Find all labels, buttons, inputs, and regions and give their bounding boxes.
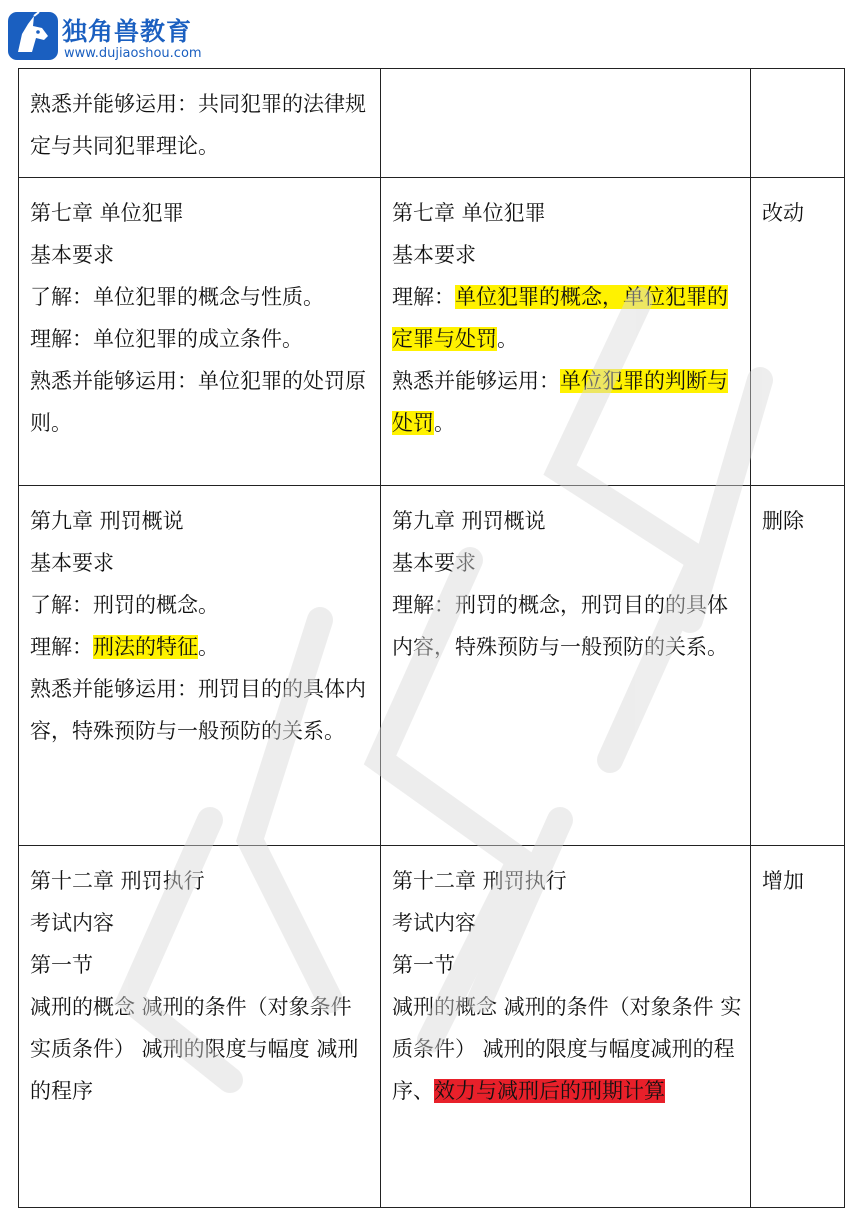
cell-text: 第七章 单位犯罪 bbox=[30, 201, 184, 225]
cell-line bbox=[392, 500, 744, 542]
cell-line bbox=[30, 860, 374, 902]
table-row bbox=[19, 69, 845, 178]
cell-line bbox=[392, 234, 744, 276]
new-content-cell bbox=[381, 846, 751, 1208]
new-content-cell bbox=[381, 178, 751, 486]
cell-line bbox=[30, 276, 374, 318]
cell-line bbox=[30, 318, 374, 360]
old-content-cell bbox=[19, 846, 381, 1208]
cell-text: 。 bbox=[497, 327, 518, 351]
cell-line bbox=[392, 360, 744, 444]
old-content-cell bbox=[19, 178, 381, 486]
cell-line bbox=[30, 500, 374, 542]
old-content-cell bbox=[19, 69, 381, 178]
cell-text: 理解：刑罚的概念，刑罚目的的具体内容，特殊预防与一般预防的关系。 bbox=[392, 593, 728, 659]
cell-line bbox=[30, 986, 374, 1112]
table-row bbox=[19, 486, 845, 846]
cell-line bbox=[392, 986, 744, 1112]
cell-text: 基本要求 bbox=[392, 243, 476, 267]
cell-text: 基本要求 bbox=[30, 243, 114, 267]
old-content-cell bbox=[19, 486, 381, 846]
highlighted-text: 刑法的特征 bbox=[93, 635, 198, 659]
cell-line bbox=[392, 276, 744, 360]
cell-line bbox=[30, 944, 374, 986]
cell-text: 第七章 单位犯罪 bbox=[392, 201, 546, 225]
cell-text: 。 bbox=[434, 411, 455, 435]
table-row bbox=[19, 178, 845, 486]
cell-line bbox=[30, 83, 374, 167]
table-row bbox=[19, 846, 845, 1208]
cell-line bbox=[30, 360, 374, 444]
cell-text: 第十二章 刑罚执行 bbox=[30, 869, 205, 893]
cell-text: 熟悉并能够运用：单位犯罪的处罚原则。 bbox=[30, 369, 366, 435]
cell-line bbox=[392, 192, 744, 234]
cell-text: 理解：单位犯罪的成立条件。 bbox=[30, 327, 303, 351]
cell-line bbox=[392, 944, 744, 986]
cell-line bbox=[30, 626, 374, 668]
cell-text: 了解：单位犯罪的概念与性质。 bbox=[30, 285, 324, 309]
change-type-cell: 增加 bbox=[751, 846, 845, 1208]
cell-line bbox=[30, 192, 374, 234]
cell-line bbox=[392, 860, 744, 902]
cell-text: 熟悉并能够运用： bbox=[392, 369, 560, 393]
cell-line bbox=[30, 542, 374, 584]
cell-text: 减刑的概念 减刑的条件（对象条件 实质条件） 减刑的限度与幅度减刑的程序、 bbox=[392, 995, 742, 1103]
header bbox=[8, 8, 268, 64]
cell-text: 基本要求 bbox=[392, 551, 476, 575]
cell-text: 第一节 bbox=[392, 953, 455, 977]
highlighted-text: 单位犯罪的判断与处罚 bbox=[392, 369, 728, 435]
cell-line bbox=[392, 542, 744, 584]
change-type-cell bbox=[751, 69, 845, 178]
cell-text: 考试内容 bbox=[30, 911, 114, 935]
unicorn-logo-icon bbox=[8, 12, 58, 60]
cell-text: 减刑的概念 减刑的条件（对象条件 实质条件） 减刑的限度与幅度 减刑的程序 bbox=[30, 995, 359, 1103]
cell-text: 。 bbox=[198, 635, 219, 659]
cell-text: 基本要求 bbox=[30, 551, 114, 575]
cell-text: 考试内容 bbox=[392, 911, 476, 935]
brand-name: 独角兽教育 bbox=[62, 17, 193, 46]
cell-text: 第十二章 刑罚执行 bbox=[392, 869, 567, 893]
change-type-cell: 改动 bbox=[751, 178, 845, 486]
cell-text: 理解： bbox=[392, 285, 455, 309]
cell-line bbox=[30, 902, 374, 944]
cell-text: 第九章 刑罚概说 bbox=[392, 509, 546, 533]
change-type-cell: 删除 bbox=[751, 486, 845, 846]
cell-text: 了解：刑罚的概念。 bbox=[30, 593, 219, 617]
cell-line bbox=[30, 668, 374, 752]
cell-line bbox=[392, 584, 744, 668]
cell-text: 熟悉并能够运用：共同犯罪的法律规定与共同犯罪理论。 bbox=[30, 92, 366, 158]
highlighted-text: 单位犯罪的概念，单位犯罪的定罪与处罚 bbox=[392, 285, 728, 351]
highlighted-text-red: 效力与减刑后的刑期计算 bbox=[434, 1079, 665, 1103]
cell-line bbox=[30, 584, 374, 626]
new-content-cell bbox=[381, 69, 751, 178]
cell-text: 第一节 bbox=[30, 953, 93, 977]
cell-text: 熟悉并能够运用：刑罚目的的具体内容，特殊预防与一般预防的关系。 bbox=[30, 677, 366, 743]
brand-url: www.dujiaoshou.com bbox=[64, 46, 202, 61]
cell-line bbox=[392, 902, 744, 944]
cell-text: 第九章 刑罚概说 bbox=[30, 509, 184, 533]
cell-line bbox=[30, 234, 374, 276]
cell-text: 理解： bbox=[30, 635, 93, 659]
new-content-cell bbox=[381, 486, 751, 846]
comparison-table bbox=[18, 68, 845, 1208]
